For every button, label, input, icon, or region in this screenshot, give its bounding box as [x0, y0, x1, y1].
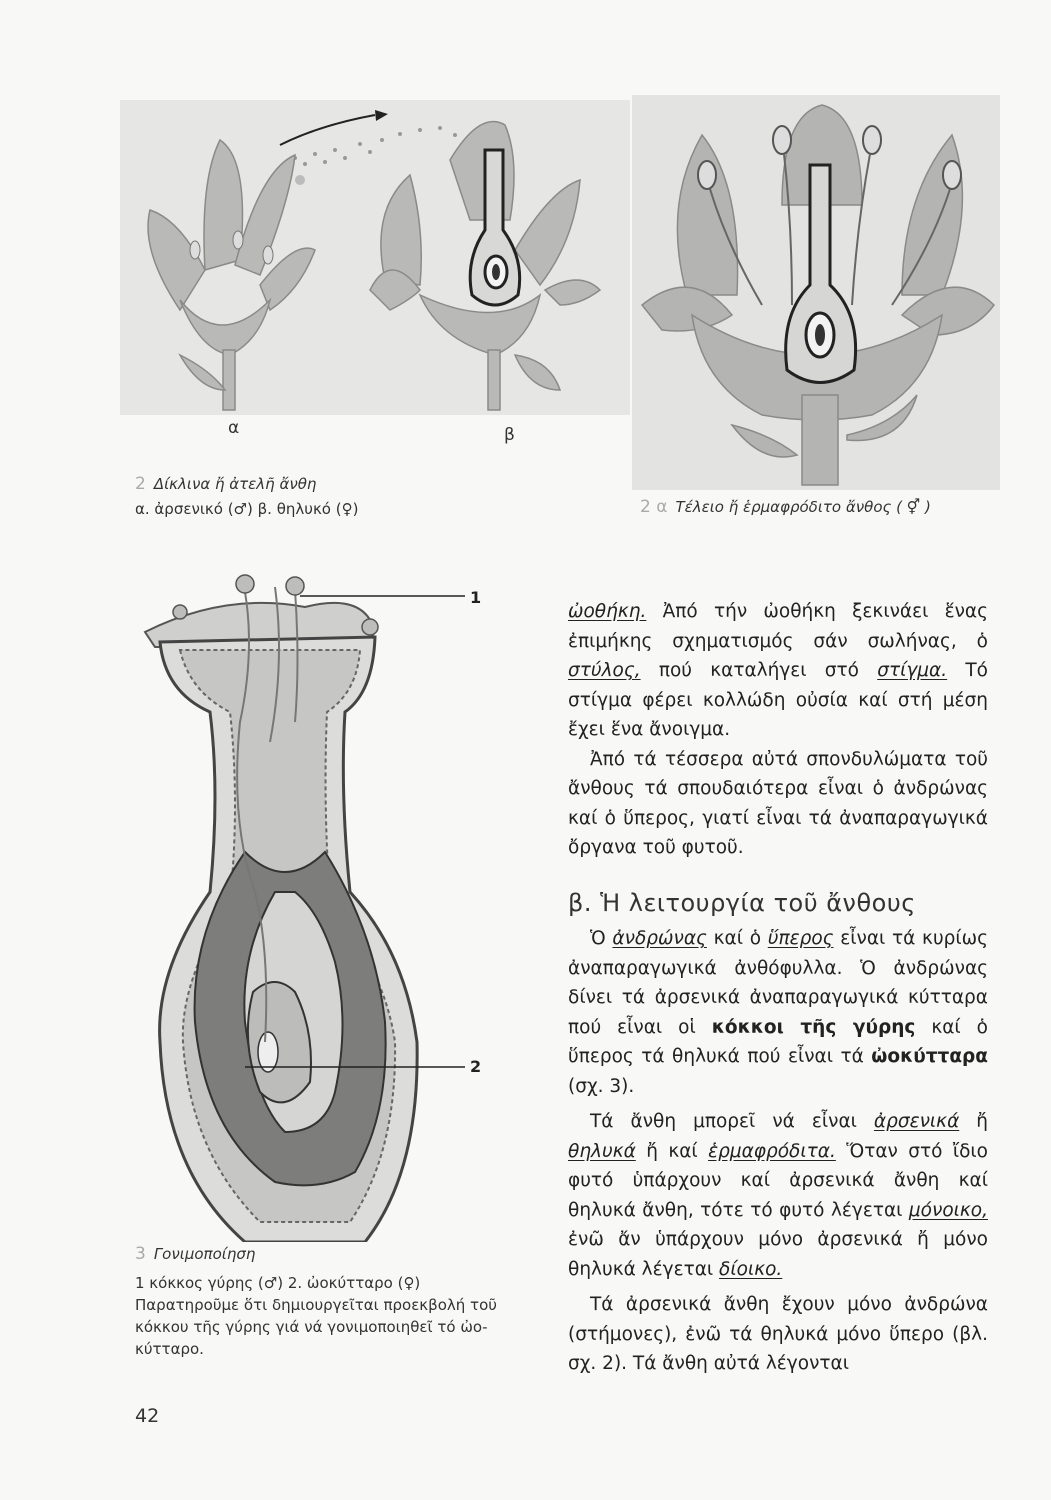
term-style: στύλος,	[568, 660, 641, 681]
paragraph-3: Ὁ ἀνδρώνας καί ὁ ὕπερος εἶναι τά κυρίως ἀναπαραγωγικά ἀνθόφυλλα. Ὁ ἀνδρώνας δίνει τά ἀρσενικά ἀναπαραγωγικά κύτταρα πού εἶναι οἱ κόκκοι τῆς γύρης καί ὁ ὕπερος τά θηλυκά πού εἶναι τά ὠοκύτταρα (σχ. 3).	[568, 928, 989, 1097]
paragraph-2: Ἀπό τά τέσσερα αὐτά σπονδυλώματα τοῦ ἄνθους τά σπουδαιότερα εἶναι ὁ ἀνδρώνας καί ὁ ὕπερος, γιατί εἶναι τά ἀναπαραγωγικά ὄργανα τοῦ φυτοῦ.	[568, 748, 988, 858]
unisexual-flowers-illustration	[120, 100, 630, 420]
figure-3-caption-line: κόκκου τῆς γύρης γιά νά γονιμοποιηθεῖ τό ὠο-	[135, 1318, 488, 1336]
paragraph-1: ὠοθήκη. Ἀπό τήν ὠοθήκη ξεκινάει ἕνας ἐπιμήκης σχηματισμός σάν σωλήνας, ὁ στύλος, πού καταλήγει στό στίγμα. Τό στίγμα φέρει κολλώδη οὐσία καί στή μέση ἔχει ἕνα ἄνοιγμα.	[568, 601, 989, 740]
figure-2-unisexual-flowers	[120, 100, 630, 420]
figure-2a-hermaphrodite-flower	[632, 95, 1000, 490]
term-ovary: ὠοθήκη.	[568, 601, 647, 622]
paragraph-5: Τά ἀρσενικά ἄνθη ἔχουν μόνο ἀνδρώνα (στήμονες), ἐνῶ τά θηλυκά μόνο ὕπερο (βλ. σχ. 2). Τά ἄνθη αὐτά λέγονται	[568, 1294, 988, 1374]
figure-2-caption-title: Δίκλινα ἤ ἀτελῆ ἄνθη	[153, 475, 317, 493]
figure-2-caption-line: α. ἀρσενικό (♂) β. θηλυκό (♀)	[135, 500, 359, 518]
section-heading: β. Ἡ λειτουργία τοῦ ἄνθους	[568, 888, 916, 917]
figure-3-label-2: 2	[470, 1057, 482, 1076]
term-stigma: στίγμα.	[877, 660, 948, 681]
figure-3-caption	[135, 1244, 505, 1360]
figure-2a-caption	[640, 497, 931, 517]
paragraph-4: Τά ἄνθη μπορεῖ νά εἶναι ἀρσενικά ἤ θηλυκά ἤ καί ἑρμαφρόδιτα. Ὅταν στό ἴδιο φυτό ὑπάρχουν καί ἀρσενικά ἄνθη καί θηλυκά ἄνθη, τότε τό φυτό λέγεται μόνοικο, ἐνῶ ἄν ὑπάρχουν μόνο ἀρσενικά ἤ μόνο θηλυκά λέγεται δίοικο.	[568, 1111, 988, 1280]
page-number: 42	[135, 1405, 160, 1427]
figure-3-caption-title: Γονιμοποίηση	[153, 1245, 256, 1263]
figure-3-caption-line: κύτταρο.	[135, 1340, 204, 1358]
figure-3-caption-line: 1 κόκκος γύρης (♂) 2. ὠοκύτταρο (♀)	[135, 1274, 421, 1292]
fertilization-illustration	[135, 572, 495, 1242]
figure-2a-caption-title: Τέλειο ἤ ἑρμαφρόδιτο ἄνθος ( ⚥ )	[675, 498, 931, 516]
hermaphrodite-flower-illustration	[632, 95, 1000, 490]
figure-2-caption	[135, 474, 358, 520]
figure-3-caption-number: 3	[135, 1244, 146, 1264]
figure-2-caption-number: 2	[135, 474, 146, 494]
body-text-column	[568, 597, 988, 1379]
figure-3-caption-line: Παρατηροῦμε ὅτι δημιουργεῖται προεκβολή τοῦ	[135, 1296, 497, 1314]
figure-3-label-1: 1	[470, 588, 482, 607]
figure-2-label-b: β	[504, 425, 515, 445]
figure-2-label-a: α	[228, 418, 240, 438]
figure-2a-caption-number: 2 α	[640, 497, 668, 517]
figure-3-fertilization	[135, 572, 495, 1242]
